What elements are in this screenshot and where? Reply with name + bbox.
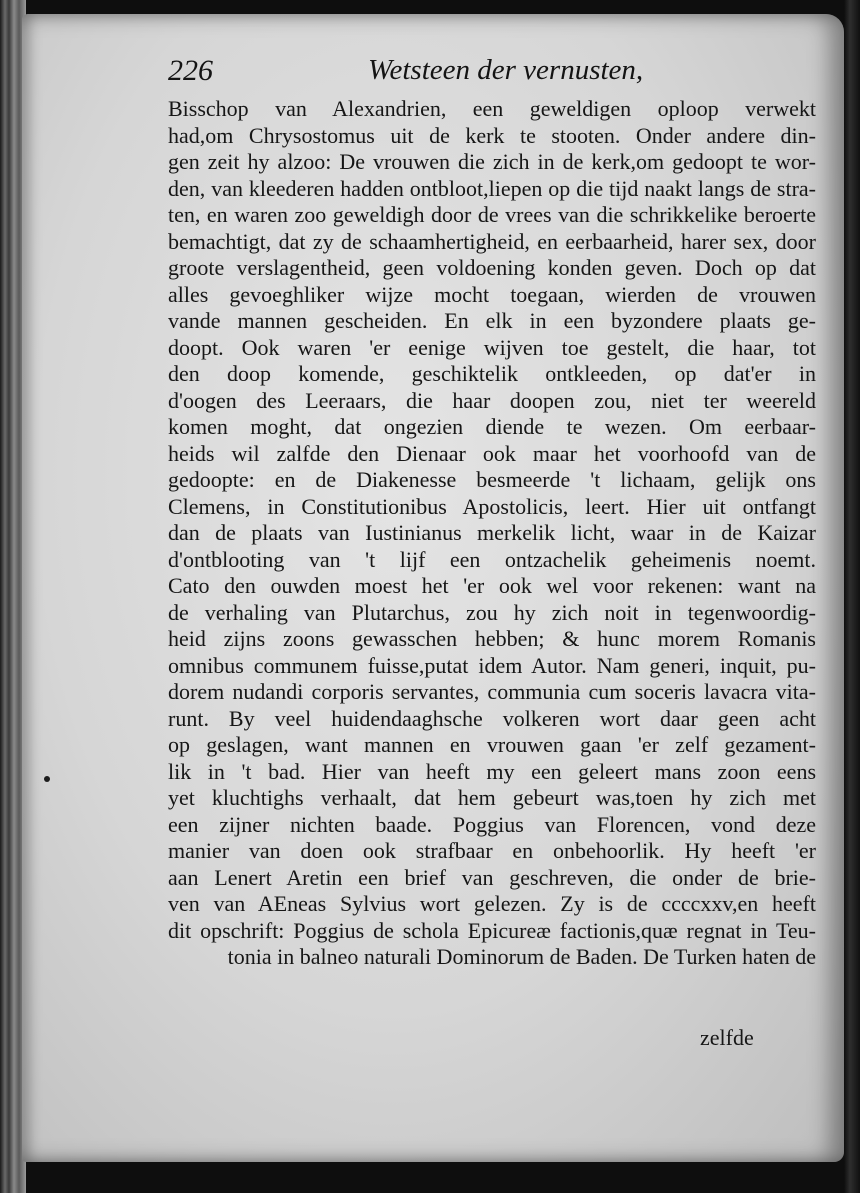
text-line: alles gevoeghliker wijze mocht toegaan, wierden de vrouwen: [168, 281, 816, 307]
text-line: doopt. Ook waren 'er eenige wijven toe gestelt, die haar, tot: [168, 334, 816, 360]
text-line: komen moght, dat ongezien diende te wezen. Om eerbaar-: [168, 414, 816, 439]
catchword: zelfde: [700, 1025, 754, 1050]
text-line: de verhaling van Plutarchus, zou hy zich noit in tegenwoordig-: [168, 599, 816, 625]
text-line: Clemens, in Constitutionibus Apostolicis, leert. Hier uit ontfangt: [168, 493, 816, 519]
text-line: vande mannen gescheiden. En elk in een byzondere plaats ge-: [168, 308, 816, 333]
text-line: heids wil zalfde den Dienaar ook maar het voorhoofd van de: [168, 440, 816, 466]
text-line: dit opschrift: Poggius de schola Epicureæ factionis,quæ regnat in Teu-: [168, 917, 816, 943]
text-line: lik in 't bad. Hier van heeft my een geleert mans zoon eens: [168, 758, 816, 784]
text-line: Cato den ouwden moest het 'er ook wel voor rekenen: want na: [168, 573, 816, 598]
text-line: ven van AEneas Sylvius wort gelezen. Zy is de ccccxxv,en heeft: [168, 891, 816, 916]
text-line: manier van doen ook strafbaar en onbehoorlik. Hy heeft 'er: [168, 838, 816, 863]
text-line: den, van kleederen hadden ontbloot,liepen op die tijd naakt langs de stra-: [168, 175, 816, 201]
text-line: dan de plaats van Iustinianus merkelik licht, waar in de Kaizar: [168, 520, 816, 545]
text-line: omnibus communem fuisse,putat idem Autor. Nam generi, inquit, pu-: [168, 652, 816, 678]
page-number: 226: [168, 54, 213, 87]
text-line: dorem nudandi corporis servantes, communia cum soceris lavacra vita-: [168, 679, 816, 704]
text-line: d'oogen des Leeraars, die haar doopen zou, niet ter weereld: [168, 387, 816, 413]
text-line: d'ontblooting van 't lijf een ontzachelik geheimenis noemt.: [168, 546, 816, 572]
text-line: den doop komende, geschiktelik ontkleeden, op dat'er in: [168, 361, 816, 386]
text-line: had,om Chrysostomus uit de kerk te stooten. Onder andere din-: [168, 122, 816, 148]
text-line: een zijner nichten baade. Poggius van Florencen, vond deze: [168, 811, 816, 837]
text-line: yet kluchtighs verhaalt, dat hem gebeurt was,toen hy zich met: [168, 785, 816, 810]
text-line: ten, en waren zoo geweldigh door de vrees van die schrikkelike beroerte: [168, 202, 816, 227]
text-line: tonia in balneo naturali Dominorum de Baden. De Turken haten de: [227, 944, 816, 969]
text-line: Bisschop van Alexandrien, een geweldigen oploop verwekt: [168, 96, 816, 121]
text-line: runt. By veel huidendaaghsche volkeren wort daar geen acht: [168, 705, 816, 731]
text-line: gen zeit hy alzoo: De vrouwen die zich in de kerk,om gedoopt te wor-: [168, 149, 816, 174]
text-line: heid zijns zoons gewasschen hebben; & hunc morem Romanis: [168, 626, 816, 651]
next-page-edge: [844, 0, 860, 1193]
page-header: [168, 54, 644, 94]
running-title: Wetsteen der vernusten,: [368, 54, 644, 86]
text-line: groote verslagentheid, geen voldoening konden geven. Doch op dat: [168, 255, 816, 280]
text-line: op geslagen, want mannen en vrouwen gaan 'er zelf gezament-: [168, 732, 816, 757]
ink-speck: [44, 776, 50, 782]
text-line: bemachtigt, dat zy de schaamhertigheid, en eerbaarheid, harer sex, door: [168, 228, 816, 254]
text-line: gedoopte: en de Diakenesse besmeerde 't lichaam, gelijk ons: [168, 467, 816, 492]
text-line: aan Lenert Aretin een brief van geschreven, die onder de brie-: [168, 864, 816, 890]
body-text: [168, 96, 816, 971]
